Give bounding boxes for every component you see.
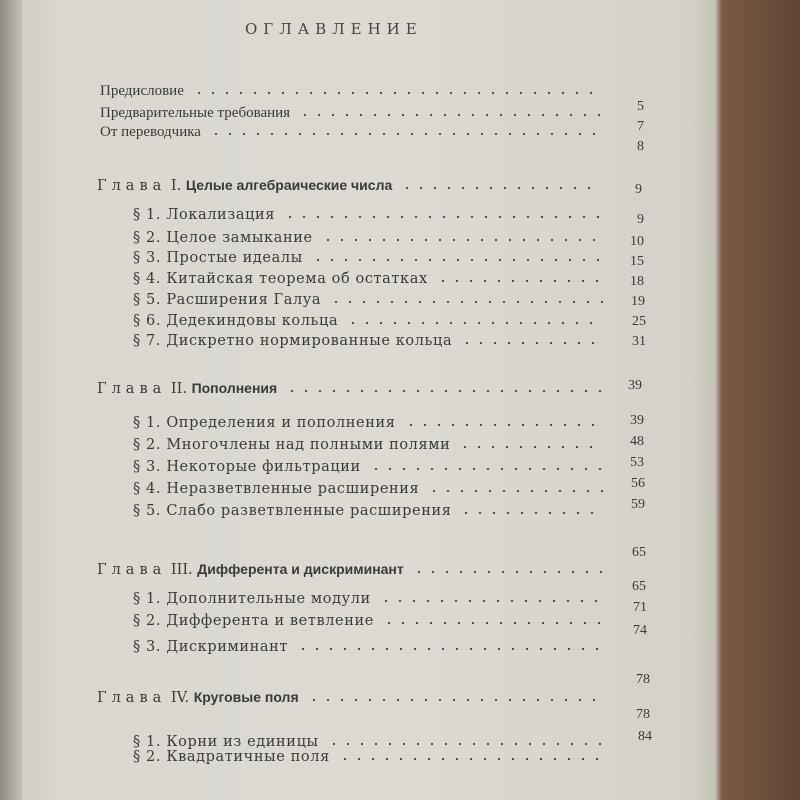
entry-label: Предварительные требования: [100, 105, 291, 121]
page-number: 78: [636, 707, 650, 722]
dot-leader: [311, 258, 603, 262]
dot-leader: [404, 423, 603, 427]
section-entry: [133, 459, 603, 475]
dot-leader: [209, 132, 600, 136]
section-number: § 3.: [133, 459, 162, 475]
chapter-number: III.: [170, 562, 193, 578]
dot-leader: [369, 467, 603, 471]
page-number: 7: [637, 119, 644, 134]
section-label: [133, 591, 371, 607]
section-entry: [133, 292, 603, 308]
chapter-label: [97, 561, 404, 578]
entry-label: Предисловие: [100, 83, 184, 99]
section-title: Квадратичные поля: [166, 749, 330, 765]
toc-entry: [100, 83, 600, 100]
page-number: 65: [632, 545, 646, 560]
section-label: [133, 333, 452, 349]
dot-leader: [307, 698, 602, 702]
section-title: Дискретно нормированные кольца: [166, 333, 453, 349]
section-title: Дополнительные модули: [166, 591, 371, 607]
page-number: 74: [633, 623, 647, 638]
section-number: § 3.: [133, 639, 162, 655]
section-number: § 1.: [133, 415, 162, 431]
section-title: Неразветвленные расширения: [166, 481, 420, 497]
page-number: 71: [633, 600, 647, 615]
section-label: [133, 459, 361, 475]
chapter-number: IV.: [170, 690, 190, 706]
chapter-number: II.: [170, 381, 187, 397]
dot-leader: [459, 511, 603, 515]
section-label: [133, 437, 450, 453]
chapter-title: Пополнения: [191, 380, 278, 396]
section-title: Корни из единицы: [166, 734, 319, 750]
section-entry: [133, 271, 603, 287]
section-title: Определения и пополнения: [166, 415, 396, 431]
section-number: § 1.: [133, 207, 162, 223]
section-label: [133, 613, 374, 629]
section-entry: [133, 639, 603, 655]
entry-label: От переводчика: [100, 124, 201, 140]
dot-leader: [192, 91, 600, 95]
chapter-prefix: Глава: [97, 381, 167, 397]
section-title: Простые идеалы: [166, 250, 303, 266]
chapter-label: [97, 380, 277, 397]
section-number: § 1.: [133, 734, 162, 750]
section-entry: [133, 591, 603, 607]
dot-leader: [298, 113, 600, 117]
page-number: 10: [630, 234, 644, 249]
section-entry: [133, 481, 603, 497]
chapter-prefix: Глава: [97, 178, 167, 194]
section-label: [133, 415, 396, 431]
section-title: Дедекиндовы кольца: [166, 313, 339, 329]
dot-leader: [460, 341, 603, 345]
page-number: 8: [637, 139, 644, 154]
section-label: [133, 230, 313, 246]
page-number: 84: [638, 729, 652, 744]
section-number: § 2.: [133, 613, 162, 629]
section-number: § 2.: [133, 230, 162, 246]
chapter-label: [97, 177, 392, 194]
section-number: § 4.: [133, 271, 162, 287]
book-spine: [0, 0, 22, 800]
section-label: [133, 250, 303, 266]
chapter-label: [97, 689, 299, 706]
chapter-prefix: Глава: [97, 562, 167, 578]
section-number: § 1.: [133, 591, 162, 607]
section-title: Локализация: [166, 207, 276, 223]
section-entry: [133, 437, 603, 453]
dot-leader: [285, 389, 602, 393]
dot-leader: [329, 300, 603, 304]
dot-leader: [400, 186, 602, 190]
section-number: § 4.: [133, 481, 162, 497]
section-entry: [133, 230, 603, 246]
page-number: 25: [632, 314, 646, 329]
section-title: Многочлены над полными полями: [166, 437, 451, 453]
chapter-title: Целые алгебраические числа: [185, 177, 393, 193]
dot-leader: [379, 599, 603, 603]
section-title: Слабо разветвленные расширения: [166, 503, 452, 519]
dot-leader: [436, 279, 603, 283]
toc-entry: [100, 105, 600, 122]
page-number: 9: [637, 212, 644, 227]
section-number: § 6.: [133, 313, 162, 329]
page-number: 78: [636, 672, 650, 687]
section-number: § 5.: [133, 503, 162, 519]
page-number: 39: [628, 378, 642, 393]
section-title: Дискриминант: [166, 639, 289, 655]
page-number: 53: [630, 455, 644, 470]
section-title: Целое замыкание: [166, 230, 313, 246]
section-title: Дифферента и ветвление: [166, 613, 374, 629]
chapter-title: Дифферента и дискриминант: [197, 561, 404, 577]
page-number: 31: [632, 334, 646, 349]
section-label: [133, 292, 321, 308]
page-number: 48: [630, 434, 644, 449]
toc-entry: [100, 124, 600, 141]
page-number: 59: [631, 497, 645, 512]
dot-leader: [338, 757, 603, 761]
section-number: § 7.: [133, 333, 162, 349]
chapter-prefix: Глава: [97, 690, 167, 706]
section-entry: [133, 503, 603, 519]
chapter-heading: [97, 561, 602, 578]
chapter-heading: [97, 689, 602, 706]
section-number: § 2.: [133, 749, 162, 765]
section-label: [133, 271, 428, 287]
dot-leader: [321, 238, 603, 242]
dot-leader: [427, 489, 603, 493]
section-entry: [133, 333, 603, 349]
section-entry: [133, 613, 603, 629]
page-number: 56: [631, 476, 645, 491]
section-entry: [133, 313, 603, 329]
page-number: 39: [630, 413, 644, 428]
page-number: 19: [631, 294, 645, 309]
section-entry: [133, 749, 603, 765]
page-title: ОГЛАВЛЕНИЕ: [245, 20, 423, 38]
chapter-heading: [97, 177, 602, 194]
section-title: Расширения Галуа: [166, 292, 322, 308]
dot-leader: [327, 742, 603, 746]
section-entry: [133, 415, 603, 431]
section-label: [133, 503, 451, 519]
section-number: § 5.: [133, 292, 162, 308]
dot-leader: [412, 570, 602, 574]
section-label: [133, 734, 319, 750]
page-number: 5: [637, 99, 644, 114]
page-number: 9: [635, 182, 642, 197]
section-label: [133, 481, 419, 497]
section-title: Некоторые фильтрации: [166, 459, 361, 475]
section-number: § 2.: [133, 437, 162, 453]
dot-leader: [346, 321, 603, 325]
section-label: [133, 313, 338, 329]
section-entry: [133, 250, 603, 266]
dot-leader: [458, 445, 603, 449]
dot-leader: [296, 647, 603, 651]
page-number: 65: [632, 579, 646, 594]
section-label: [133, 639, 288, 655]
section-number: § 3.: [133, 250, 162, 266]
chapter-number: I.: [170, 178, 182, 194]
page-number: 18: [630, 274, 644, 289]
chapter-heading: [97, 380, 602, 397]
chapter-title: Круговые поля: [193, 689, 299, 705]
section-entry: [133, 734, 603, 750]
page-number: 15: [630, 254, 644, 269]
section-entry: [133, 207, 603, 223]
dot-leader: [382, 621, 603, 625]
section-label: [133, 749, 330, 765]
dot-leader: [283, 215, 603, 219]
section-label: [133, 207, 275, 223]
section-title: Китайская теорема об остатках: [166, 271, 428, 287]
